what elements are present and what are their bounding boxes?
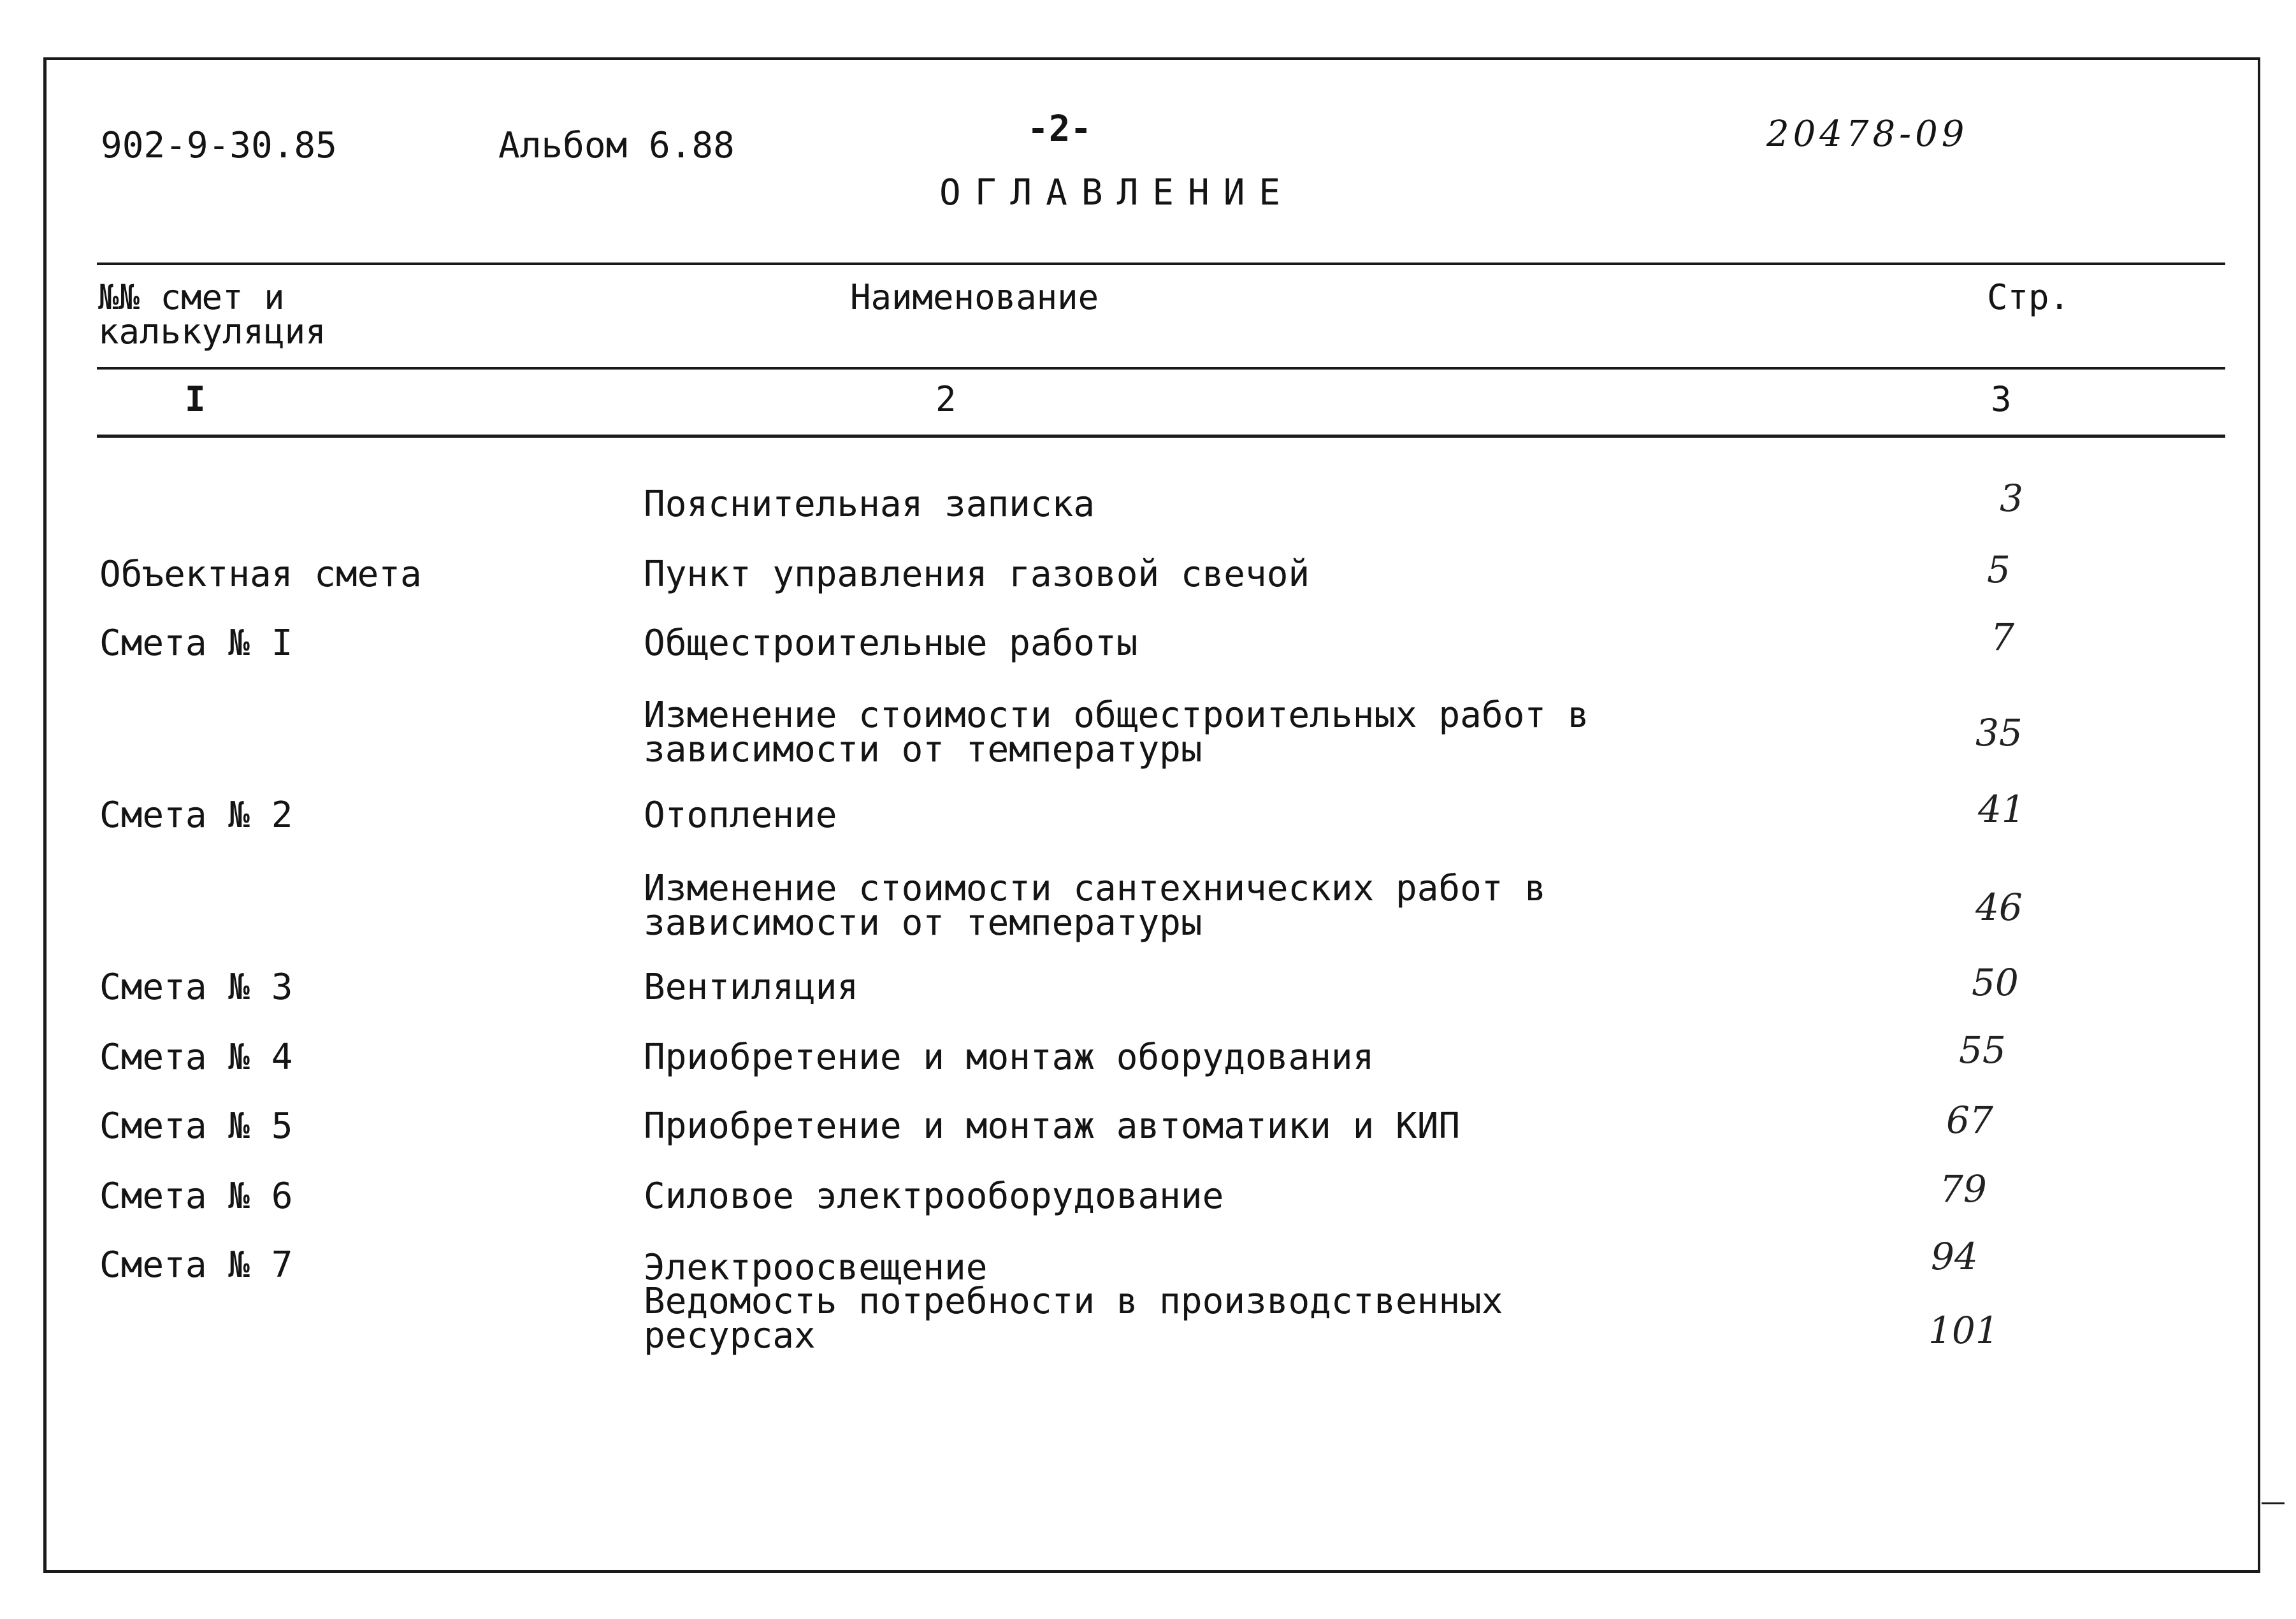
row-page: 101 (1928, 1309, 1999, 1352)
row-estimate: Объектная смета (99, 554, 422, 595)
column-header-estimate: №№ смет и калькуляция (98, 277, 326, 352)
row-name: Электроосвещение (644, 1247, 988, 1288)
row-page: 7 (1991, 615, 2014, 659)
row-name: Ведомость потребности в производственных ресурсах (644, 1281, 1503, 1356)
column-header-name: Наименование (850, 277, 1099, 317)
row-page: 5 (1987, 548, 2011, 591)
row-page: 94 (1931, 1235, 1978, 1278)
row-name: Пояснительная записка (644, 484, 1095, 525)
row-estimate: Смета № 7 (99, 1244, 293, 1286)
table-top-rule (97, 263, 2225, 265)
row-estimate: Смета № I (99, 622, 293, 664)
row-name: Приобретение и монтаж автоматики и КИП (644, 1105, 1461, 1147)
page-title: ОГЛАВЛЕНИЕ (939, 172, 1295, 213)
row-page: 46 (1975, 886, 2023, 929)
frame-edge-mark (2262, 1502, 2285, 1504)
column-number-1: I (185, 379, 206, 419)
row-name: Приобретение и монтаж оборудования (644, 1037, 1375, 1078)
row-page: 55 (1959, 1028, 2006, 1072)
column-header-page: Стр. (1987, 277, 2070, 317)
handwritten-stamp: 20478-09 (1766, 113, 1968, 155)
row-name: Вентиляция (644, 967, 859, 1008)
row-page: 79 (1940, 1167, 1987, 1211)
row-page: 35 (1975, 711, 2023, 754)
row-name: Отопление (644, 795, 837, 836)
row-name: Пункт управления газовой свечой (644, 554, 1310, 595)
document-code: 902-9-30.85 (101, 125, 337, 166)
row-estimate: Смета № 2 (99, 795, 293, 836)
row-estimate: Смета № 3 (99, 967, 293, 1008)
row-name: Общестроительные работы (644, 622, 1138, 664)
row-page: 41 (1978, 788, 2025, 831)
row-page: 67 (1946, 1098, 1993, 1142)
album-number: Альбом 6.88 (498, 125, 735, 166)
row-name: Изменение стоимости сантехнических работ в зависимости от температуры (644, 868, 1547, 944)
row-estimate: Смета № 6 (99, 1176, 293, 1217)
row-estimate: Смета № 5 (99, 1105, 293, 1147)
table-header-rule (97, 367, 2225, 370)
row-name: Силовое электрооборудование (644, 1176, 1224, 1217)
column-number-3: 3 (1991, 379, 2012, 419)
page-number: -2- (1027, 108, 1092, 150)
column-number-2: 2 (935, 379, 957, 419)
row-page: 3 (2000, 477, 2023, 520)
row-page: 50 (1972, 961, 2019, 1004)
table-numbers-rule (97, 435, 2225, 438)
row-name: Изменение стоимости общестроительных работ в зависимости от температуры (644, 694, 1589, 770)
row-estimate: Смета № 4 (99, 1037, 293, 1078)
